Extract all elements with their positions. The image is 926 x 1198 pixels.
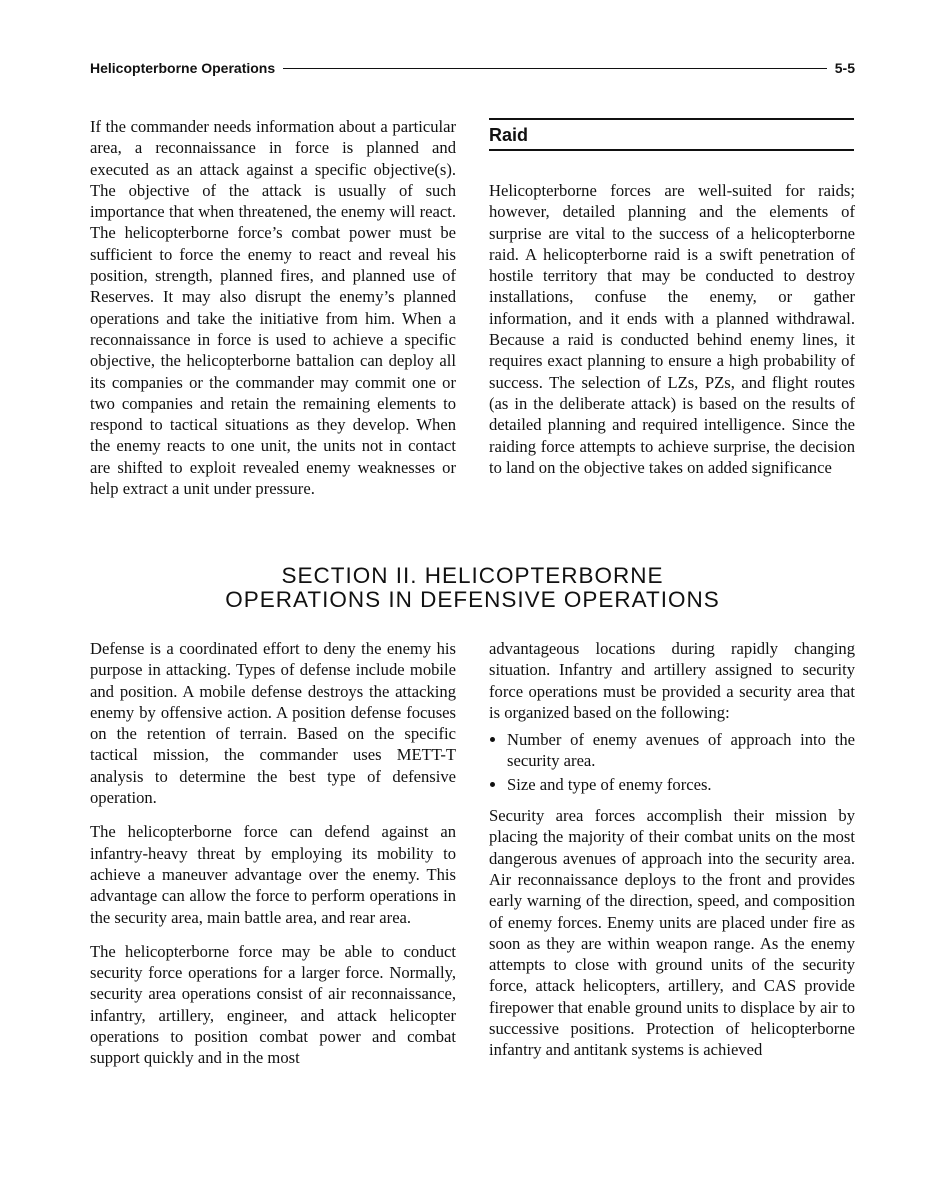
section-title xyxy=(90,564,855,612)
list-item: • Number of enemy avenues of approach into the security area. xyxy=(507,729,855,772)
list-item: • Size and type of enemy forces. xyxy=(507,774,855,795)
security-area-paragraph-2: Security area forces accomplish their mission by placing the majority of their combat units on the most dangerous avenues of approach into the security area. Air reconnaissance deploys to the front and provides early warning of the direction, speed, and composition of enemy forces. Enemy units are placed under fire as soon as they are within weapon range. As the enemy attempts to close with ground units of the security force, attack helicopters, artillery, and CAS provide firepower that enable ground units to displace by air to successive positions. Protection of helicopterborne infantry and antitank systems is achieved xyxy=(489,806,855,1060)
left-column-top xyxy=(90,116,456,512)
defense-paragraph-3: The helicopterborne force may be able to conduct security force operations for a larger force. Normally, security area operations consist of air reconnaissance, infantry, artillery, engineer, and attack helicopter operations to position combat power and combat support quickly and in the most xyxy=(90,941,456,1068)
raid-heading xyxy=(489,118,854,151)
section-title-line-1: SECTION II. HELICOPTERBORNE xyxy=(281,563,664,588)
page-number: 5-5 xyxy=(834,60,855,76)
running-header xyxy=(90,58,855,78)
raid-paragraph: Helicopterborne forces are well-suited for raids; however, detailed planning and the elements of surprise are vital to the success of a helicopterborne raid. A helicopterborne raid is a swift penetration of hostile territory that may be conducted to destroy installations, confuse the enemy, or gather information, and it ends with a planned withdrawal. Because a raid is conducted behind enemy lines, it requires exact planning to ensure a high probability of success. The selection of LZs, PZs, and flight routes (as in the deliberate attack) is based on the results of detailed planning and required intelligence. Since the raiding force attempts to achieve surprise, the decision to land on the objective takes on added significance xyxy=(489,181,855,477)
right-column-bottom xyxy=(489,638,855,1074)
header-title: Helicopterborne Operations xyxy=(90,60,276,76)
defense-paragraph-1: Defense is a coordinated effort to deny the enemy his purpose in attacking. Types of defense include mobile and position. A mobile defense destroys the attacking enemy by offensive action. A position defense focuses on the retention of terrain. Based on the specific tactical mission, the commander uses METT-T analysis to determine the best type of defensive operation. xyxy=(90,639,456,808)
security-area-list xyxy=(489,729,855,795)
right-column-top xyxy=(489,180,855,491)
left-column-bottom xyxy=(90,638,456,1082)
security-area-paragraph-1: advantageous locations during rapidly changing situation. Infantry and artillery assigned to security force operations must be provided a security area that is organized based on the following: xyxy=(489,639,855,722)
section-title-line-2: OPERATIONS IN DEFENSIVE OPERATIONS xyxy=(225,587,720,612)
header-rule xyxy=(283,68,827,69)
defense-paragraph-2: The helicopterborne force can defend against an infantry-heavy threat by employing its mobility to achieve a maneuver advantage over the enemy. This advantage can allow the force to perform operations in the security area, main battle area, and rear area. xyxy=(90,822,456,927)
raid-heading-text: Raid xyxy=(489,125,529,145)
recon-in-force-paragraph: If the commander needs information about a particular area, a reconnaissance in force is planned and executed as an attack against a specific objective(s). The objective of the attack is usually of such importance that when threatened, the enemy will react. The helicopterborne force’s combat power must be sufficient to force the enemy to react and reveal his position, strength, planned fires, and planned use of Reserves. It may also disrupt the enemy’s planned operations and take the initiative from him. When a reconnaissance in force is used to achieve a specific objective, the helicopterborne battalion can deploy all its companies or the commander may commit one or two companies and retain the remaining elements to respond to tactical situations as they develop. When the enemy reacts to one unit, the units not in contact are shifted to exploit revealed enemy weaknesses or help extract a unit under pressure. xyxy=(90,117,456,499)
